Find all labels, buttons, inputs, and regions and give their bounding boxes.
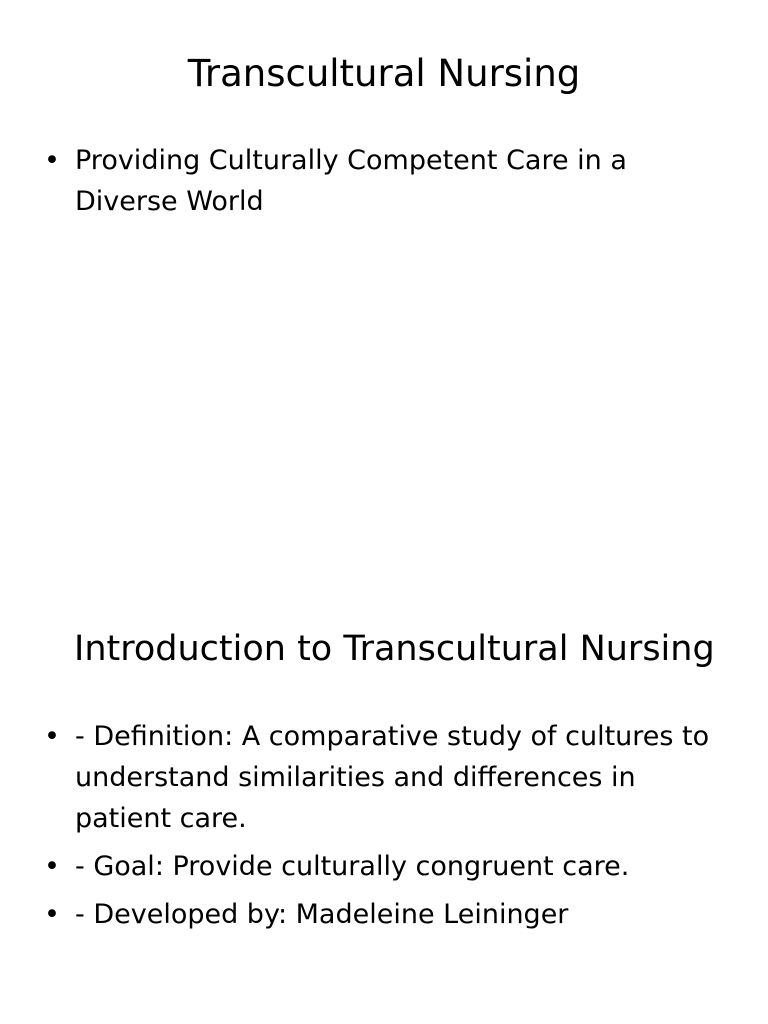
bullet-text: Providing Culturally Competent Care in a Diverse World	[75, 145, 627, 217]
bullet-list	[0, 716, 735, 942]
bullet-item	[0, 846, 735, 887]
bullet-text: - Definition: A comparative study of cultures to understand similarities and differences in patient care.	[75, 721, 710, 834]
bullet-item	[0, 140, 700, 222]
bullet-item	[0, 894, 735, 935]
slide-2	[0, 512, 768, 1024]
bullet-item	[0, 716, 735, 839]
bullet-text: - Goal: Provide culturally congruent care.	[75, 851, 630, 882]
slide-title: Introduction to Transcultural Nursing	[74, 629, 715, 669]
bullet-text: - Developed by: Madeleine Leininger	[75, 899, 569, 930]
bullet-list	[0, 140, 700, 229]
bullet-icon: •	[44, 899, 60, 930]
bullet-icon: •	[44, 145, 60, 176]
slide-title: Transcultural Nursing	[187, 52, 581, 95]
bullet-icon: •	[44, 851, 60, 882]
bullet-icon: •	[44, 721, 60, 752]
